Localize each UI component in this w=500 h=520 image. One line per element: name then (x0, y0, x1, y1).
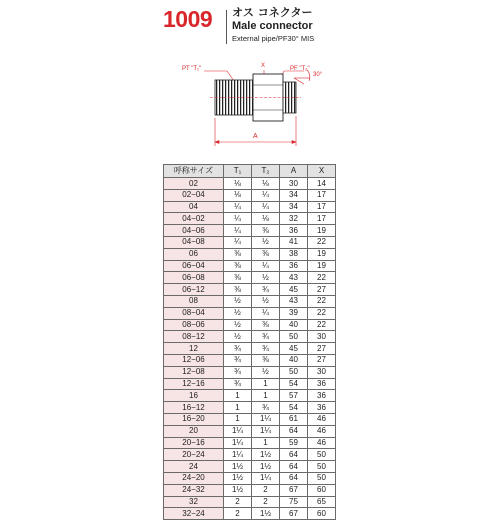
cell-t1: 1 (224, 402, 252, 414)
table-row (164, 272, 336, 284)
table-row (164, 201, 336, 213)
cell-t2: 1½ (252, 461, 280, 473)
cell-t1: ½ (224, 295, 252, 307)
cell-t2: 1½ (252, 449, 280, 461)
cell-x: 36 (308, 402, 336, 414)
cell-t1: 1½ (224, 484, 252, 496)
cell-nominal-size: 06−12 (164, 284, 224, 296)
cell-t1: ⅜ (224, 284, 252, 296)
header-t1: T₁ (224, 165, 252, 178)
connector-body (210, 74, 301, 121)
table-row (164, 413, 336, 425)
cell-a: 50 (280, 366, 308, 378)
cell-nominal-size: 08−12 (164, 331, 224, 343)
cell-t2: ⅜ (252, 354, 280, 366)
cell-t1: ½ (224, 307, 252, 319)
label-pf-thread: PF "T₂" (290, 66, 310, 72)
cell-x: 27 (308, 284, 336, 296)
cell-a: 40 (280, 319, 308, 331)
cell-nominal-size: 04−08 (164, 236, 224, 248)
cell-t2: 1 (252, 390, 280, 402)
cell-t2: ¾ (252, 284, 280, 296)
table-row (164, 178, 336, 190)
header-t2: T₂ (252, 165, 280, 178)
cell-a: 75 (280, 496, 308, 508)
cell-a: 67 (280, 508, 308, 520)
cell-t1: 1¼ (224, 437, 252, 449)
cell-t2: ⅛ (252, 213, 280, 225)
cell-x: 22 (308, 319, 336, 331)
cell-t1: 2 (224, 496, 252, 508)
cell-nominal-size: 20−16 (164, 437, 224, 449)
cell-t2: ⅛ (252, 178, 280, 190)
cell-t2: 2 (252, 484, 280, 496)
cell-x: 17 (308, 189, 336, 201)
cell-nominal-size: 20−24 (164, 449, 224, 461)
cell-a: 40 (280, 354, 308, 366)
cell-nominal-size: 06−04 (164, 260, 224, 272)
cell-t1: ¼ (224, 236, 252, 248)
cell-t2: ¼ (252, 201, 280, 213)
cell-a: 39 (280, 307, 308, 319)
cell-nominal-size: 04−06 (164, 225, 224, 237)
cell-t1: ⅜ (224, 260, 252, 272)
cell-x: 46 (308, 437, 336, 449)
table-row (164, 366, 336, 378)
label-angle: 30° (313, 72, 323, 78)
cell-a: 64 (280, 472, 308, 484)
table-body (164, 178, 336, 520)
cell-t2: ½ (252, 366, 280, 378)
table-row (164, 307, 336, 319)
cell-x: 46 (308, 413, 336, 425)
cell-t1: ¾ (224, 354, 252, 366)
cell-nominal-size: 12−06 (164, 354, 224, 366)
size-table (163, 164, 336, 520)
cell-x: 50 (308, 472, 336, 484)
cell-t2: ¾ (252, 331, 280, 343)
table-row (164, 402, 336, 414)
cell-t1: ½ (224, 319, 252, 331)
cell-nominal-size: 32−24 (164, 508, 224, 520)
cell-a: 36 (280, 260, 308, 272)
cell-t2: ½ (252, 272, 280, 284)
header-nominal-size: 呼称サイズ (164, 165, 224, 178)
header-a: A (280, 165, 308, 178)
cell-t2: 1 (252, 437, 280, 449)
table-row (164, 461, 336, 473)
cell-a: 34 (280, 189, 308, 201)
cell-a: 36 (280, 225, 308, 237)
cell-a: 43 (280, 272, 308, 284)
cell-t2: 1½ (252, 508, 280, 520)
table-row (164, 449, 336, 461)
label-pt-thread: PT "T₁" (182, 66, 202, 72)
cell-nominal-size: 16 (164, 390, 224, 402)
cell-t2: 2 (252, 496, 280, 508)
cell-t1: 2 (224, 508, 252, 520)
label-x-dimension: X (261, 63, 266, 69)
cell-a: 34 (280, 201, 308, 213)
cell-t2: ½ (252, 295, 280, 307)
cell-t1: ¾ (224, 366, 252, 378)
cell-nominal-size: 24−20 (164, 472, 224, 484)
cell-t2: ¼ (252, 307, 280, 319)
table-row (164, 319, 336, 331)
product-code: 1009 (163, 6, 213, 32)
cell-nominal-size: 06 (164, 248, 224, 260)
cell-nominal-size: 24 (164, 461, 224, 473)
cell-a: 41 (280, 236, 308, 248)
cell-t2: ¼ (252, 260, 280, 272)
cell-t1: ¾ (224, 343, 252, 355)
cell-a: 32 (280, 213, 308, 225)
cell-a: 50 (280, 331, 308, 343)
product-subtitle: External pipe/PF30° MIS (232, 34, 315, 43)
table-row (164, 472, 336, 484)
cell-t1: ¼ (224, 225, 252, 237)
cell-x: 14 (308, 178, 336, 190)
cell-x: 50 (308, 449, 336, 461)
cell-t1: 1½ (224, 461, 252, 473)
cell-nominal-size: 32 (164, 496, 224, 508)
product-title-en: Male connector (232, 20, 313, 32)
product-header (163, 6, 363, 48)
cell-a: 45 (280, 284, 308, 296)
cell-nominal-size: 06−08 (164, 272, 224, 284)
cell-x: 27 (308, 354, 336, 366)
cell-t1: ¼ (224, 213, 252, 225)
cell-x: 22 (308, 307, 336, 319)
cell-a: 54 (280, 402, 308, 414)
label-a-dimension: A (253, 133, 258, 140)
table-row (164, 213, 336, 225)
cell-t2: ¼ (252, 189, 280, 201)
cell-t1: ⅛ (224, 189, 252, 201)
cell-a: 67 (280, 484, 308, 496)
connector-drawing (180, 64, 330, 149)
table-row (164, 354, 336, 366)
cell-nominal-size: 12−08 (164, 366, 224, 378)
cell-t1: 1¼ (224, 425, 252, 437)
cell-nominal-size: 04 (164, 201, 224, 213)
cell-a: 45 (280, 343, 308, 355)
cell-nominal-size: 04−02 (164, 213, 224, 225)
table-row (164, 508, 336, 520)
table-row (164, 260, 336, 272)
cell-x: 46 (308, 425, 336, 437)
table-row (164, 189, 336, 201)
cell-t2: ½ (252, 236, 280, 248)
table-row (164, 390, 336, 402)
cell-nominal-size: 20 (164, 425, 224, 437)
cell-t2: ⅜ (252, 248, 280, 260)
cell-nominal-size: 02 (164, 178, 224, 190)
product-title-jp: オス コネクター (232, 6, 313, 19)
cell-a: 64 (280, 461, 308, 473)
cell-t2: ¾ (252, 402, 280, 414)
cell-x: 30 (308, 331, 336, 343)
table-row (164, 331, 336, 343)
cell-t1: 1¼ (224, 449, 252, 461)
table-header-row (164, 165, 336, 178)
cell-nominal-size: 08−04 (164, 307, 224, 319)
cell-x: 27 (308, 343, 336, 355)
cell-x: 50 (308, 461, 336, 473)
header-divider (226, 10, 227, 44)
cell-t2: ⅜ (252, 319, 280, 331)
cell-x: 60 (308, 508, 336, 520)
header-x: X (308, 165, 336, 178)
cell-t1: 1½ (224, 472, 252, 484)
cell-t2: 1¼ (252, 413, 280, 425)
cell-nominal-size: 12 (164, 343, 224, 355)
cell-t1: ¾ (224, 378, 252, 390)
cell-a: 64 (280, 449, 308, 461)
cell-a: 59 (280, 437, 308, 449)
table-row (164, 425, 336, 437)
cell-t1: ⅜ (224, 272, 252, 284)
cell-a: 54 (280, 378, 308, 390)
cell-x: 22 (308, 272, 336, 284)
cell-x: 22 (308, 295, 336, 307)
cell-x: 19 (308, 248, 336, 260)
cell-x: 36 (308, 390, 336, 402)
cell-nominal-size: 24−32 (164, 484, 224, 496)
cell-t2: ⅜ (252, 225, 280, 237)
table-row (164, 437, 336, 449)
cell-t1: ½ (224, 331, 252, 343)
cell-a: 30 (280, 178, 308, 190)
cell-x: 19 (308, 260, 336, 272)
cell-a: 43 (280, 295, 308, 307)
cell-t1: 1 (224, 413, 252, 425)
cell-t2: 1¼ (252, 472, 280, 484)
cell-t1: ⅛ (224, 178, 252, 190)
cell-t1: 1 (224, 390, 252, 402)
cell-x: 17 (308, 213, 336, 225)
table-row (164, 343, 336, 355)
cell-a: 57 (280, 390, 308, 402)
cell-x: 19 (308, 225, 336, 237)
cell-t1: ¼ (224, 201, 252, 213)
table-row (164, 236, 336, 248)
table-row (164, 295, 336, 307)
cell-nominal-size: 08−06 (164, 319, 224, 331)
cell-a: 38 (280, 248, 308, 260)
cell-t1: ⅜ (224, 248, 252, 260)
cell-nominal-size: 12−16 (164, 378, 224, 390)
table-row (164, 378, 336, 390)
table-row (164, 248, 336, 260)
cell-x: 22 (308, 236, 336, 248)
cell-x: 36 (308, 378, 336, 390)
cell-nominal-size: 08 (164, 295, 224, 307)
cell-a: 61 (280, 413, 308, 425)
cell-nominal-size: 16−20 (164, 413, 224, 425)
cell-nominal-size: 16−12 (164, 402, 224, 414)
table-row (164, 225, 336, 237)
cell-t2: 1 (252, 378, 280, 390)
cell-x: 65 (308, 496, 336, 508)
cell-a: 64 (280, 425, 308, 437)
cell-x: 17 (308, 201, 336, 213)
cell-x: 60 (308, 484, 336, 496)
cell-nominal-size: 02−04 (164, 189, 224, 201)
cell-t2: 1¼ (252, 425, 280, 437)
table-row (164, 284, 336, 296)
table-row (164, 484, 336, 496)
cell-x: 30 (308, 366, 336, 378)
table-row (164, 496, 336, 508)
cell-t2: ¾ (252, 343, 280, 355)
